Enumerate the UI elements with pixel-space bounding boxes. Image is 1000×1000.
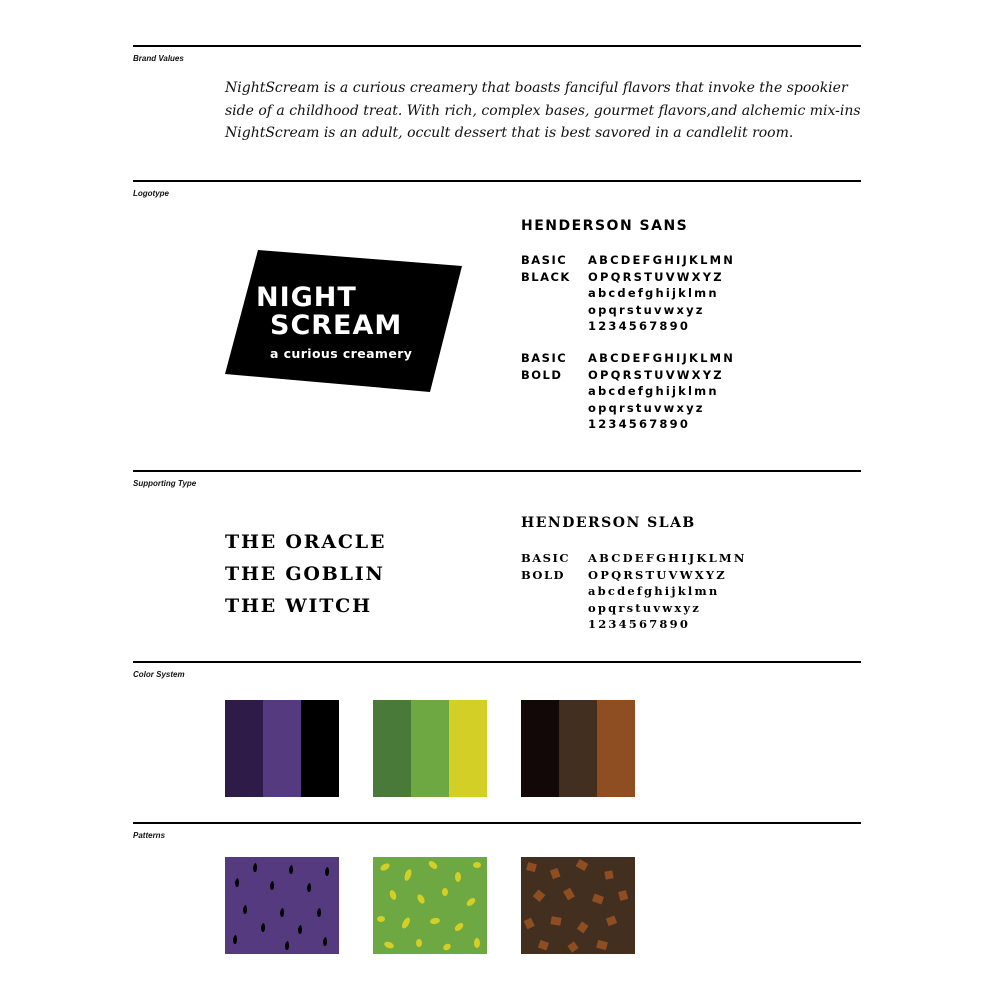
weight-label-line: BASIC xyxy=(521,253,568,267)
palette-brown xyxy=(521,700,635,797)
glyph-line: opqrstuvwxyz xyxy=(588,400,705,415)
pattern-brown-chunks xyxy=(521,857,635,954)
supporting-glyphs xyxy=(588,550,747,633)
brand-values-line: side of a childhood treat. With rich, complex bases, gourmet flavors,and alchemic mix-ins xyxy=(225,102,861,119)
glyph-line: opqrstuvwxyz xyxy=(588,302,705,317)
glyph-line: 1234567890 xyxy=(588,417,691,431)
brand-values-text xyxy=(225,77,865,145)
nightscream-logo xyxy=(225,250,465,395)
weight-label-line: BASIC xyxy=(521,551,570,565)
section-rule-brand-values xyxy=(133,45,861,47)
pattern-green-flecks xyxy=(373,857,487,954)
weight-label-line: BOLD xyxy=(521,567,566,582)
glyph-line: 1234567890 xyxy=(588,617,691,631)
brand-values-line: NightScream is a curious creamery that boasts fanciful flavors that invoke the spookier xyxy=(225,80,848,96)
supporting-weight-label xyxy=(521,550,570,583)
color-swatch xyxy=(597,700,635,797)
glyph-line: OPQRSTUVWXYZ xyxy=(588,269,724,284)
weight-label-line: BOLD xyxy=(521,367,563,382)
glyph-line: OPQRSTUVWXYZ xyxy=(588,567,727,582)
color-swatch xyxy=(301,700,339,797)
pattern-purple-drops xyxy=(225,857,339,954)
logo-word-night: NIGHT xyxy=(256,282,357,313)
sample-name: THE ORACLE xyxy=(225,531,387,553)
weight-label-line: BLACK xyxy=(521,269,571,284)
supporting-sample-names xyxy=(225,526,386,622)
glyph-line: ABCDEFGHIJKLMN xyxy=(588,551,747,565)
primary-glyphs-bold xyxy=(588,350,735,433)
palette-green xyxy=(373,700,487,797)
color-swatch xyxy=(225,700,263,797)
section-label-supporting-type: Supporting Type xyxy=(133,479,197,488)
section-rule-logotype xyxy=(133,180,861,182)
primary-font-name: HENDERSON SANS xyxy=(521,218,689,234)
section-label-color-system: Color System xyxy=(133,670,185,679)
palette-purple xyxy=(225,700,339,797)
color-swatch xyxy=(559,700,597,797)
logo-word-scream: SCREAM xyxy=(270,310,403,341)
glyph-line: abcdefghijklmn xyxy=(588,286,719,300)
section-rule-color-system xyxy=(133,661,861,663)
glyph-line: ABCDEFGHIJKLMN xyxy=(588,253,736,267)
color-swatch xyxy=(411,700,449,797)
color-swatch xyxy=(449,700,487,797)
color-swatch xyxy=(521,700,559,797)
primary-weight-label-black xyxy=(521,252,571,285)
sample-name: THE GOBLIN xyxy=(225,563,385,585)
color-swatch xyxy=(263,700,301,797)
weight-label-line: BASIC xyxy=(521,351,568,365)
section-rule-patterns xyxy=(133,822,861,824)
glyph-line: abcdefghijklmn xyxy=(588,584,720,598)
supporting-font-name: HENDERSON SLAB xyxy=(521,515,696,531)
color-swatch xyxy=(373,700,411,797)
glyph-line: 1234567890 xyxy=(588,319,691,333)
glyph-line: abcdefghijklmn xyxy=(588,384,719,398)
logo-tagline: a curious creamery xyxy=(270,346,413,361)
section-label-brand-values: Brand Values xyxy=(133,54,184,63)
brand-values-line: NightScream is an adult, occult dessert that is best savored in a candlelit room. xyxy=(225,125,794,141)
section-rule-supporting-type xyxy=(133,470,861,472)
section-label-patterns: Patterns xyxy=(133,831,166,840)
primary-weight-label-bold xyxy=(521,350,567,383)
section-label-logotype: Logotype xyxy=(133,189,169,198)
glyph-line: OPQRSTUVWXYZ xyxy=(588,367,724,382)
primary-glyphs-black xyxy=(588,252,735,335)
glyph-line: opqrstuvwxyz xyxy=(588,600,702,615)
sample-name: THE WITCH xyxy=(225,595,372,617)
glyph-line: ABCDEFGHIJKLMN xyxy=(588,351,736,365)
